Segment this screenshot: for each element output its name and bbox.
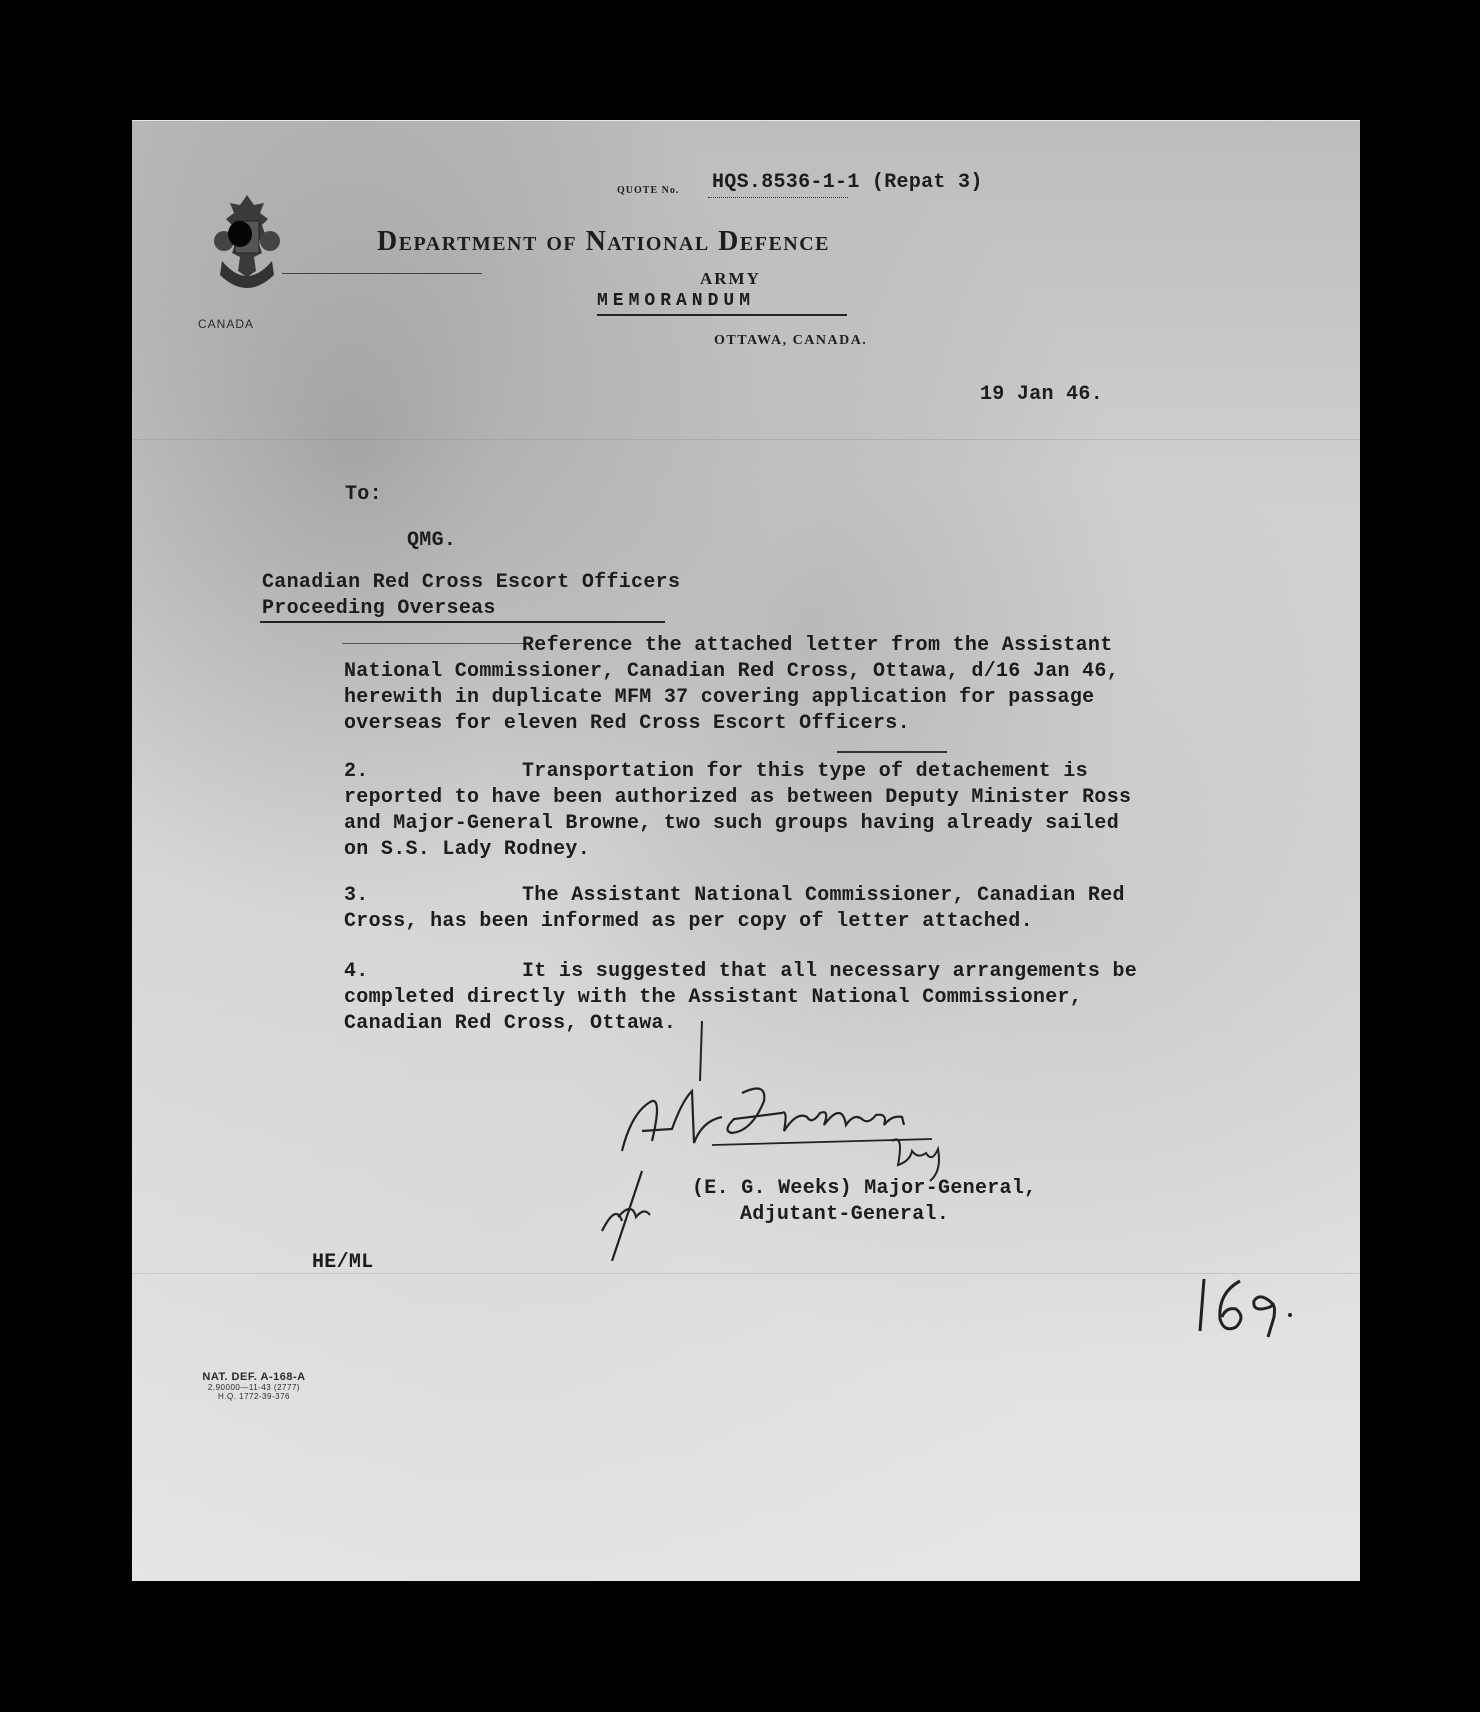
crest-rule <box>282 273 482 274</box>
signatory-name: (E. G. Weeks) Major-General, <box>692 1177 1037 1200</box>
paragraph-line: and Major-General Browne, two such groups having already sailed <box>344 812 1120 835</box>
subject-rule <box>260 621 665 623</box>
paragraph-line: Reference the attached letter from the Assistant <box>522 634 1113 657</box>
paragraph-line: overseas for eleven Red Cross Escort Officers. <box>344 712 910 735</box>
recipient: QMG. <box>407 529 457 552</box>
reference-initials: HE/ML <box>312 1251 374 1274</box>
form-code <box>184 1371 324 1401</box>
paragraph-line: reported to have been authorized as between Deputy Minister Ross <box>344 786 1132 809</box>
pencil-underline <box>837 751 947 753</box>
paragraph-number: 3. <box>344 884 369 907</box>
paragraph-3 <box>344 883 1125 935</box>
paragraph-line: National Commissioner, Canadian Red Cross, Ottawa, d/16 Jan 46, <box>344 660 1120 683</box>
fold-line <box>132 439 1360 440</box>
memo-date: 19 Jan 46. <box>980 383 1104 406</box>
paragraph-number: 4. <box>344 960 369 983</box>
paragraph-line: Canadian Red Cross, Ottawa. <box>344 1012 677 1035</box>
crest-label: CANADA <box>198 317 255 331</box>
department-title: Department of National Defence <box>377 226 831 257</box>
memorandum-heading <box>597 291 847 316</box>
paragraph-line: herewith in duplicate MFM 37 covering application for passage <box>344 686 1095 709</box>
paragraph-line: completed directly with the Assistant National Commissioner, <box>344 986 1083 1009</box>
subject-line-1: Canadian Red Cross Escort Officers <box>262 571 681 594</box>
paragraph-1 <box>344 633 1119 737</box>
paragraph-line: The Assistant National Commissioner, Canadian Red <box>522 884 1125 907</box>
form-code-line: NAT. DEF. A-168-A <box>202 1371 306 1383</box>
location-label: OTTAWA, CANADA. <box>714 333 868 348</box>
branch-label: ARMY <box>700 269 761 288</box>
quote-number: HQS.8536-1-1 (Repat 3) <box>712 171 983 194</box>
form-code-line: 2.90000—11-43 (2777) <box>207 1383 301 1392</box>
quote-rule <box>708 197 848 198</box>
canada-coat-of-arms-icon <box>202 191 292 301</box>
memorandum-label: MEMORANDUM <box>597 291 756 311</box>
signatory-title: Adjutant-General. <box>740 1203 950 1226</box>
paragraph-2 <box>344 759 1131 863</box>
quote-label: QUOTE No. <box>617 185 680 196</box>
form-code-line: H.Q. 1772-39-376 <box>217 1392 291 1401</box>
memorandum-rule <box>597 314 847 316</box>
memo-sheet <box>132 120 1360 1581</box>
paragraph-line: on S.S. Lady Rodney. <box>344 838 591 861</box>
subject-line-2: Proceeding Overseas <box>262 597 496 620</box>
paragraph-line: Cross, has been informed as per copy of letter attached. <box>344 910 1033 933</box>
to-label: To: <box>345 483 382 506</box>
handwritten-page-number <box>1190 1271 1300 1341</box>
paragraph-number: 2. <box>344 760 369 783</box>
punch-hole <box>228 221 252 247</box>
paragraph-line: Transportation for this type of detachement is <box>522 760 1088 783</box>
paragraph-line: It is suggested that all necessary arrangements be <box>522 960 1138 983</box>
